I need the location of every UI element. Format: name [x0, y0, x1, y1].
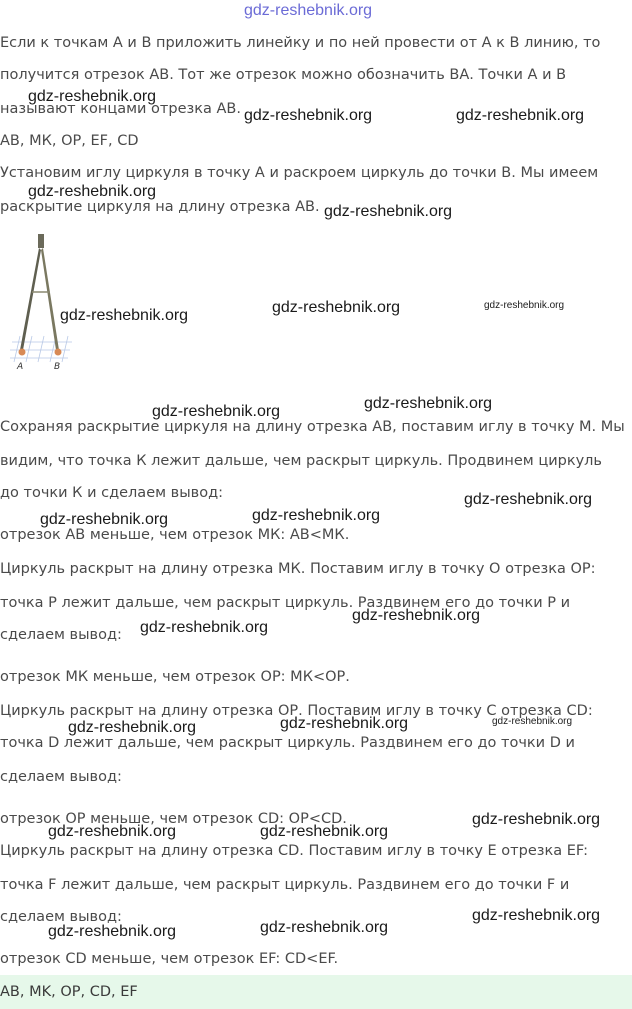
text-line: точка F лежит дальше, чем раскрыт циркуль. Раздвинем его до точки F и [0, 877, 570, 893]
watermark: gdz-reshebnik.org [364, 395, 493, 412]
text-line: Установим иглу циркуля в точку А и раскроем циркуль до точки В. Мы имеем [0, 165, 599, 181]
text-line: сделаем вывод: [0, 769, 122, 785]
watermark: gdz-reshebnik.org [244, 107, 373, 124]
point-b [55, 349, 62, 356]
text-line: отрезок МК меньше, чем отрезок ОР: МК<ОР. [0, 669, 350, 685]
label-a: A [17, 362, 24, 372]
text-line: точка D лежит дальше, чем раскрыт циркуль. Раздвинем его до точки D и [0, 735, 575, 751]
compass-figure [10, 232, 74, 372]
watermark: gdz-reshebnik.org [272, 299, 401, 316]
text-line: Сохраняя раскрытие циркуля на длину отрезка АВ, поставим иглу в точку М. Мы [0, 419, 625, 435]
text-line: получится отрезок АВ. Тот же отрезок можно обозначить ВА. Точки А и В [0, 67, 567, 83]
text-line: АВ, МК, ОР, ЕF, CD [0, 133, 139, 149]
watermark: gdz-reshebnik.org [28, 183, 157, 200]
watermark: gdz-reshebnik.org [260, 919, 389, 936]
text-line: Если к точкам А и В приложить линейку и по ней провести от А к В линию, то [0, 35, 601, 51]
text-line: Циркуль раскрыт на длину отрезка ОР. Поставим иглу в точку С отрезка CD: [0, 703, 593, 719]
text-line: отрезок ОР меньше, чем отрезок CD: ОР<CD. [0, 811, 347, 827]
answer-box [0, 975, 632, 1009]
text-line: Циркуль раскрыт на длину отрезка МК. Поставим иглу в точку О отрезка ОР: [0, 561, 596, 577]
watermark: gdz-reshebnik.org [484, 300, 565, 311]
watermark: gdz-reshebnik.org [68, 719, 197, 736]
watermark: gdz-reshebnik.org [456, 107, 585, 124]
compass-leg-left [20, 248, 41, 350]
watermark: gdz-reshebnik.org [472, 811, 601, 828]
watermark: gdz-reshebnik.org [48, 923, 177, 940]
watermark: gdz-reshebnik.org [140, 619, 269, 636]
watermark: gdz-reshebnik.org [252, 507, 381, 524]
text-line: отрезок АВ меньше, чем отрезок МК: АВ<МК. [0, 527, 350, 543]
watermark: gdz-reshebnik.org [492, 716, 573, 727]
text-line: отрезок CD меньше, чем отрезок EF: CD<EF. [0, 951, 339, 967]
watermark: gdz-reshebnik.org [324, 203, 453, 220]
text-line: раскрытие циркуля на длину отрезка АВ. [0, 199, 320, 215]
grid-paper [10, 336, 72, 362]
text-line: видим, что точка К лежит дальше, чем раскрыт циркуль. Продвинем циркуль [0, 453, 602, 469]
label-b: B [54, 362, 61, 372]
compass-head [38, 234, 44, 248]
text-line: до точки К и сделаем вывод: [0, 485, 223, 501]
answer-text: AB, MK, OP, CD, EF [0, 984, 138, 1000]
watermark: gdz-reshebnik.org [40, 511, 169, 528]
text-line: сделаем вывод: [0, 909, 122, 925]
text-line: точка Р лежит дальше, чем раскрыт циркуль. Раздвинем его до точки Р и [0, 595, 571, 611]
point-a [19, 349, 26, 356]
text-line: сделаем вывод: [0, 627, 122, 643]
watermark: gdz-reshebnik.org [280, 715, 409, 732]
watermark: gdz-reshebnik.org [60, 307, 189, 324]
text-line: называют концами отрезка АВ. [0, 101, 241, 117]
watermark: gdz-reshebnik.org [48, 823, 177, 840]
watermark: gdz-reshebnik.org [472, 907, 601, 924]
watermark-top: gdz-reshebnik.org [244, 2, 373, 19]
watermark: gdz-reshebnik.org [352, 607, 481, 624]
watermark: gdz-reshebnik.org [28, 88, 157, 105]
compass-leg-right [41, 248, 59, 350]
watermark: gdz-reshebnik.org [260, 823, 389, 840]
watermark: gdz-reshebnik.org [464, 491, 593, 508]
watermark: gdz-reshebnik.org [152, 403, 281, 420]
text-line: Циркуль раскрыт на длину отрезка CD. Поставим иглу в точку Е отрезка EF: [0, 843, 588, 859]
